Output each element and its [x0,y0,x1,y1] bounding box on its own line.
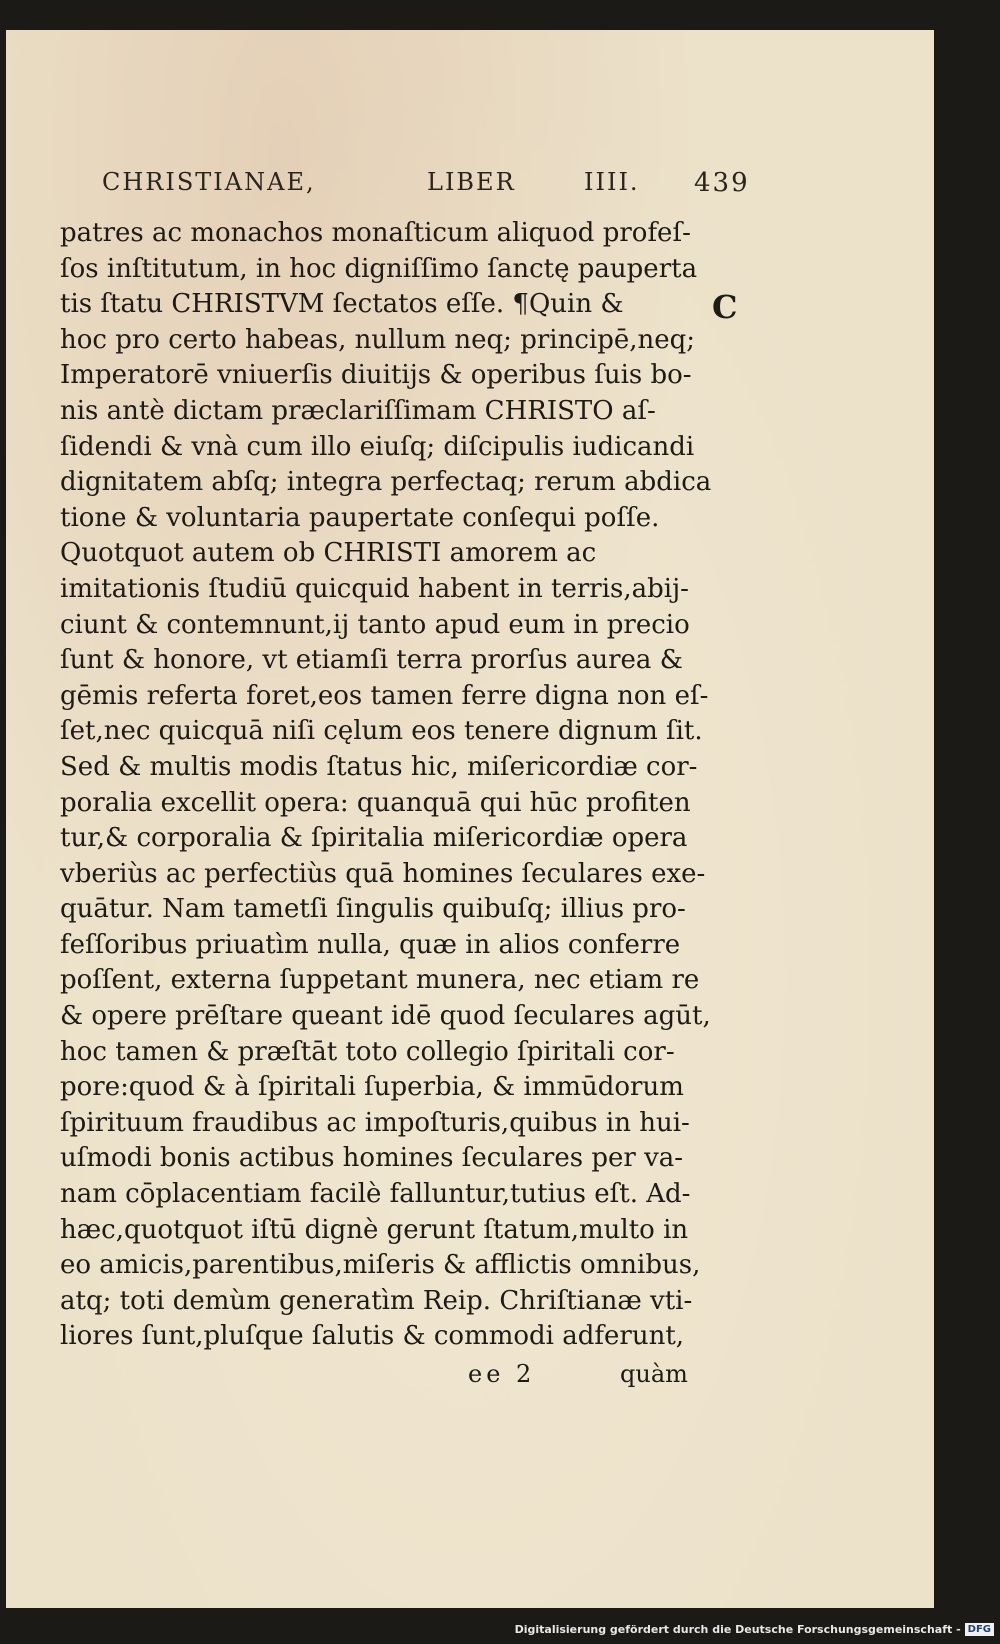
text-line: ſpirituum fraudibus ac impoſturis,quibus in hui- [60,1107,690,1138]
text-line: ſet,nec quicquā niſi cęlum eos tenere dignum ſit. [60,716,703,747]
text-line: eo amicis,parentibus,miſeris & afflictis omnibus, [60,1250,701,1281]
book-page [6,30,934,1608]
text-line: tis ſtatu CHRISTVM ſectatos eſſe. ¶Quin & [60,289,624,320]
page-foot [456,1360,716,1400]
text-line: pore:quod & à ſpiritali ſuperbia, & immūdorum [60,1072,684,1103]
running-head-book-number: IIII. [584,168,640,196]
text-line: hæc,quotquot iſtū dignè gerunt ſtatum,multo in [60,1214,689,1245]
running-head [102,168,762,208]
text-line: vberiùs ac perfectiùs quā homines ſeculares exe- [60,858,706,889]
text-line: hoc pro certo habeas, nullum neq; principē,neq; [60,324,696,355]
text-line: quātur. Nam tametſi ſingulis quibuſq; illius pro- [60,894,686,925]
digitization-credit [515,1618,994,1640]
text-line: nam cōplacentiam facilè falluntur,tutius eſt. Ad- [60,1179,691,1210]
page-number: 439 [694,168,750,198]
text-line: imitationis ſtudiū quicquid habent in terris,abij- [60,573,689,604]
running-head-liber: LIBER [427,168,516,196]
text-line: gēmis referta foret,eos tamen ferre digna non eſ- [60,680,709,711]
text-line: ciunt & contemnunt,ij tanto apud eum in precio [60,609,690,640]
margin-letter: C [712,288,738,326]
text-line: Quotquot autem ob CHRISTI amorem ac [60,538,597,569]
signature-mark: ee 2 [468,1360,536,1388]
text-line: liores ſunt,pluſque ſalutis & commodi adferunt, [60,1321,685,1352]
text-line: nis antè dictam præclariſſimam CHRISTO aſ- [60,395,656,426]
text-line: tur,& corporalia & ſpiritalia miſericordiæ opera [60,823,688,854]
text-line: poralia excellit opera: quanquā qui hūc profiten [60,787,691,818]
body-text [60,216,710,1355]
text-line: feſſoribus priuatìm nulla, quæ in alios conferre [60,929,681,960]
text-line: ſidendi & vnà cum illo eiuſq; diſcipulis iudicandi [60,431,695,462]
running-head-title: CHRISTIANAE, [102,168,316,196]
catchword: quàm [620,1360,688,1388]
text-line: & opere prēſtare queant idē quod ſeculares agūt, [60,1001,711,1032]
text-line: hoc tamen & præſtāt toto collegio ſpiritali cor- [60,1036,675,1067]
text-line: ſunt & honore, vt etiamſi terra prorſus aurea & [60,645,683,676]
text-line: Imperatorē vniuerſis diuitijs & operibus ſuis bo- [60,360,692,391]
text-line: ſos inſtitutum, in hoc digniſſimo ſanctę pauperta [60,253,698,284]
text-line: uſmodi bonis actibus homines ſeculares per va- [60,1143,684,1174]
text-line: dignitatem abſq; integra perfectaq; rerum abdica [60,467,712,498]
dfg-logo: DFG [965,1623,994,1636]
text-line: tione & voluntaria paupertate conſequi poſſe. [60,502,660,533]
text-line: poſſent, externa ſuppetant munera, nec etiam re [60,965,700,996]
text-line: Sed & multis modis ſtatus hic, miſericordiæ cor- [60,751,698,782]
credit-text: Digitalisierung gefördert durch die Deutsche Forschungsgemeinschaft - [514,1622,961,1636]
text-line: atq; toti demùm generatìm Reip. Chriſtianæ vti- [60,1285,693,1316]
text-line: patres ac monachos monaſticum aliquod profeſ- [60,218,691,248]
